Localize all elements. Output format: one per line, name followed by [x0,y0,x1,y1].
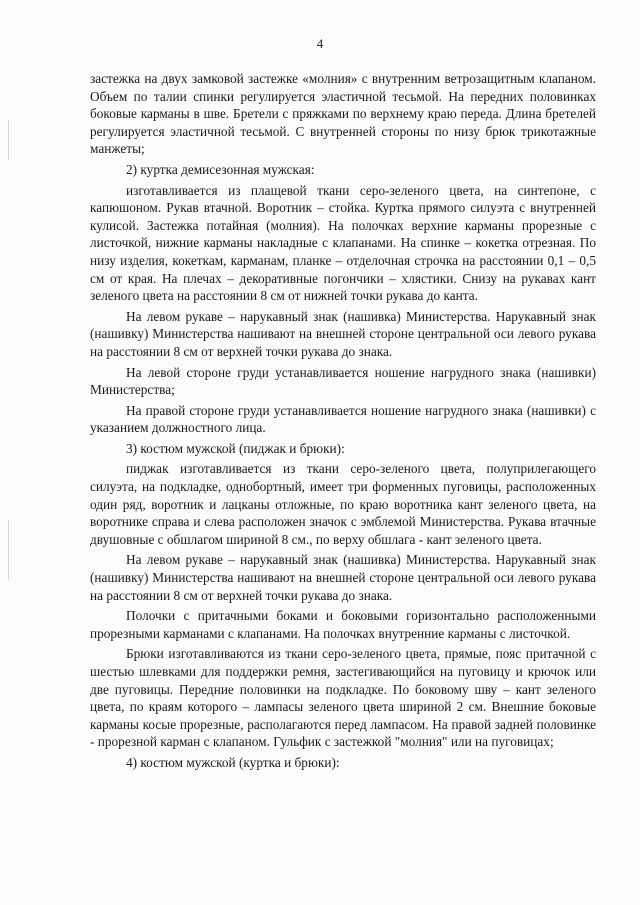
paragraph: На правой стороне груди устанавливается ношение нагрудного знака (нашивки) с указанием должностного лица. [90,402,596,436]
paragraph: застежка на двух замковой застежке «молния» с внутренним ветрозащитным клапаном. Объем по талии спинки регулируется эластичной тесьмой. На передних половинках боковые карманы в шве. Бретели с пряжками по верхнему краю переда. Длина бретелей регулируется эластичной тесьмой. С внутренней стороны по низу брюк трикотажные манжеты; [90,71,596,157]
paragraph: пиджак изготавливается из ткани серо-зеленого цвета, полуприлегающего силуэта, на подкладке, однобортный, имеет три форменных пуговицы, расположенных один ряд, воротник и лацканы отложные, по краю воротника кант зеленого цвета, на воротнике справа и слева расположен значок с эмблемой Министерства. Рукава втачные двушовные с обшлагом шириной 8 см., по верху обшлага - кант зеленого цвета. [90,461,596,547]
paragraph: На левом рукаве – нарукавный знак (нашивка) Министерства. Нарукавный знак (нашивку) Министерства нашивают на внешней стороне центральной оси левого рукава на расстоянии 8 см от верхней точки рукава до знака. [90,552,596,603]
paragraph: На левой стороне груди устанавливается ношение нагрудного знака (нашивки) Министерства; [90,364,596,398]
paragraph-heading: 2) куртка демисезонная мужская: [126,161,315,177]
page-number: 4 [316,36,324,51]
paragraph: изготавливается из плащевой ткани серо-зеленого цвета, на синтепоне, с капюшоном. Рукав втачной. Воротник – стойка. Куртка прямого силуэта с внутренней кулисой. Застежка потайная (молния). На полочках верхние карманы прорезные с листочкой, нижние карманы накладные с клапанами. На спинке – кокетка отрезная. По низу изделия, кокеткам, карманам, планке – отделочная строчка на расстоянии 0,1 – 0,5 см от края. На плечах – декоративные погончики – хлястики. Снизу на рукавах кант зеленого цвета на расстоянии 8 см от нижней точки рукава до канта. [90,182,596,304]
paragraph: Полочки с притачными боками и боковыми горизонтально расположенными прорезными карманами с клапанами. На полочках внутренние карманы с листочкой. [90,608,596,641]
paragraph: На левом рукаве – нарукавный знак (нашивка) Министерства. Нарукавный знак (нашивку) Министерства нашивают на внешней стороне центральной оси левого рукава на расстоянии 8 см от верхней точки рукава до знака. [90,308,596,359]
scan-edge-mark [8,520,9,580]
paragraph: Брюки изготавливаются из ткани серо-зеленого цвета, прямые, пояс притачной с шестью шлевками для поддержки ремня, застегивающийся на пуговицу и крючок или две пуговицы. Передние половинки на подкладке. По боковому шву – кант зеленого цвета, по краям которого – лампасы зеленого цвета шириной 2 см. Внешние боковые карманы косые прорезные, располагаются перед лампасом. На правой задней половинке - прорезной карман с клапаном. Гульфик с застежкой "молния" или на пуговицах; [90,646,596,750]
paragraph-heading: 4) костюм мужской (куртка и брюки): [126,754,340,770]
paragraph-heading: 3) костюм мужской (пиджак и брюки): [126,440,345,456]
document-body [90,70,596,775]
scan-edge-mark [8,120,9,160]
